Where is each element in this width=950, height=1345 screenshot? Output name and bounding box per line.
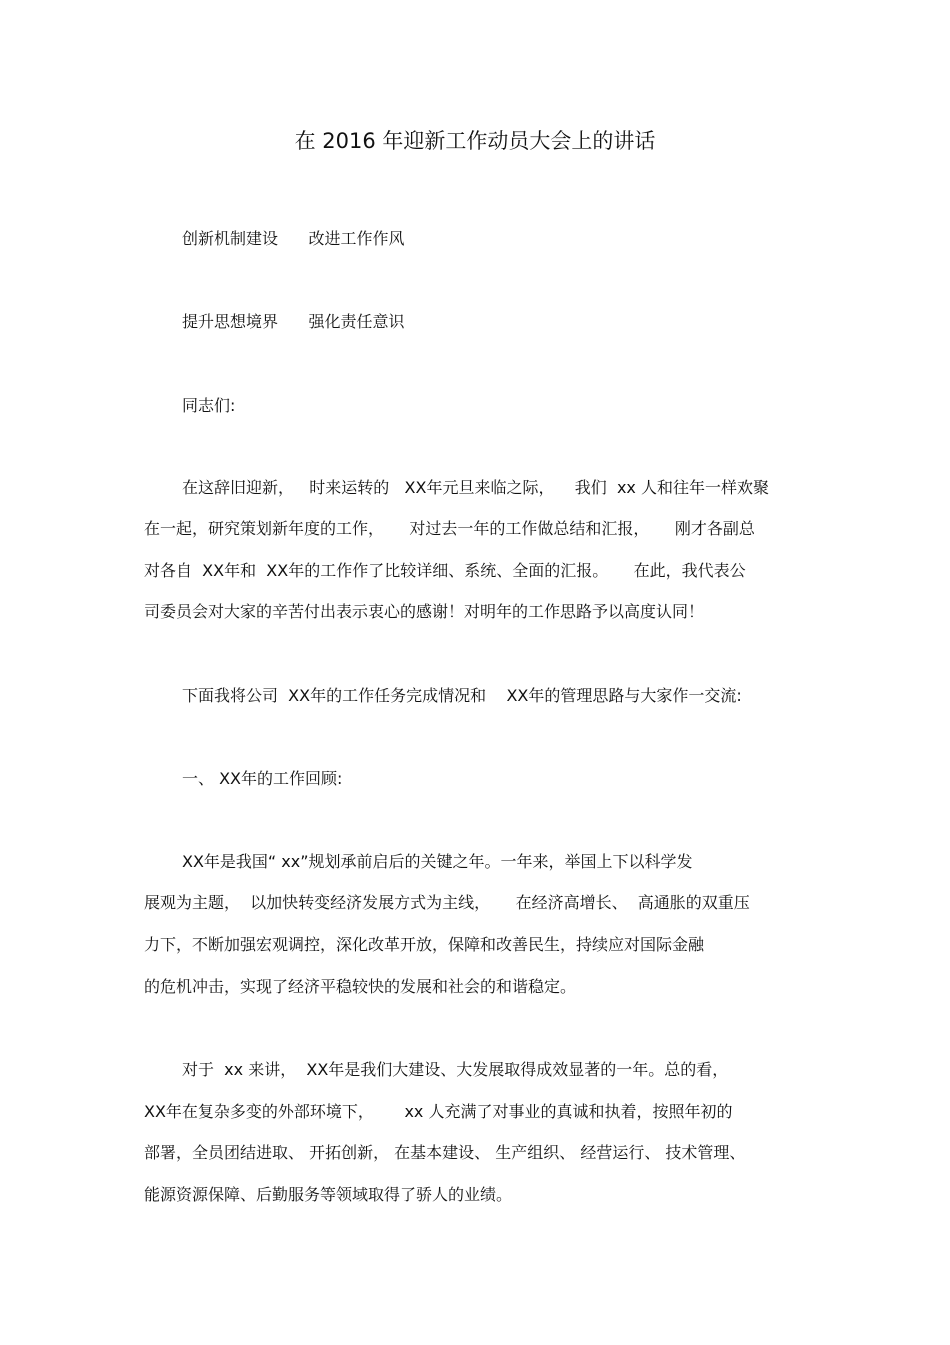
paragraph-line: 司委员会对大家的辛苦付出表示衷心的感谢！对明年的工作思路予以高度认同！ — [144, 602, 705, 621]
paragraph-line: 对于 xx 来讲， XX年是我们大建设、大发展取得成效显著的一年。总的看， — [182, 1060, 729, 1079]
paragraph-line: 展观为主题， 以加快转变经济发展方式为主线， 在经济高增长、 高通胀的双重压 — [144, 893, 750, 912]
paragraph-line: 对各自 XX年和 XX年的工作作了比较详细、系统、全面的汇报。 在此，我代表公 — [144, 561, 746, 580]
paragraph-line: XX年在复杂多变的外部环境下， xx 人充满了对事业的真诚和执着，按照年初的 — [144, 1102, 733, 1121]
section-heading: 一、 XX年的工作回顾: — [182, 769, 343, 788]
paragraph-line: 部署，全员团结进取、 开拓创新， 在基本建设、 生产组织、 经营运行、 技术管理、 — [144, 1143, 746, 1162]
paragraph-line: 在这辞旧迎新， 时来运转的 XX年元旦来临之际， 我们 xx 人和往年一样欢聚 — [182, 478, 769, 497]
greeting: 同志们: — [182, 396, 236, 415]
paragraph-intro: 下面我将公司 XX年的工作任务完成情况和 XX年的管理思路与大家作一交流: — [182, 686, 742, 705]
paragraph-line: 力下，不断加强宏观调控，深化改革开放，保障和改善民生，持续应对国际金融 — [144, 935, 705, 954]
paragraph-line: 的危机冲击，实现了经济平稳较快的发展和社会的和谐稳定。 — [144, 977, 577, 996]
subtitle-line-2: 提升思想境界 强化责任意识 — [182, 312, 405, 331]
paragraph-line: 能源资源保障、后勤服务等领域取得了骄人的业绩。 — [144, 1185, 513, 1204]
paragraph-line: XX年是我国“ xx”规划承前启后的关键之年。一年来，举国上下以科学发 — [182, 852, 693, 871]
document-title: 在 2016 年迎新工作动员大会上的讲话 — [294, 129, 656, 153]
paragraph-line: 在一起，研究策划新年度的工作， 对过去一年的工作做总结和汇报， 刚才各副总 — [144, 519, 755, 538]
subtitle-line-1: 创新机制建设 改进工作作风 — [182, 229, 405, 248]
